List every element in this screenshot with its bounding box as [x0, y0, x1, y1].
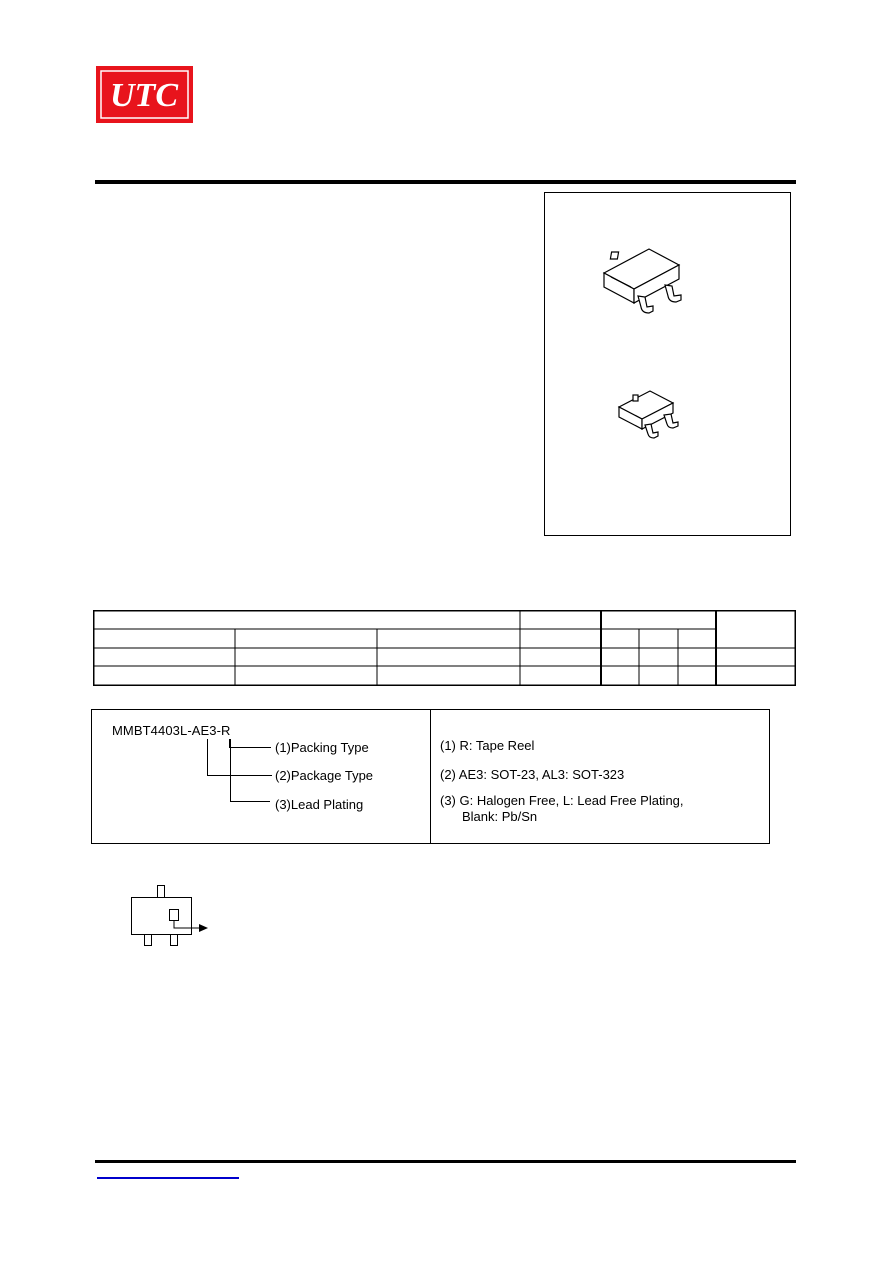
- leader-line-package-h: [207, 775, 272, 776]
- footer-rule: [95, 1160, 796, 1163]
- logo-text: UTC: [110, 77, 178, 114]
- leader-line-plating-v: [230, 739, 231, 801]
- desc-lead-plating-cont: Blank: Pb/Sn: [462, 809, 538, 824]
- part-number: MMBT4403L-AE3-R: [112, 723, 231, 738]
- header-rule: [95, 180, 796, 184]
- leader-line-packing-h: [229, 747, 271, 748]
- marking-diagram: [125, 883, 215, 949]
- ordering-info-table: [93, 610, 796, 686]
- sot23-package-drawing: [604, 249, 681, 313]
- code-box-divider: [430, 710, 431, 843]
- label-lead-plating: (3)Lead Plating: [275, 797, 364, 812]
- leader-line-plating-h: [230, 801, 270, 802]
- leader-line-package-v: [207, 739, 208, 775]
- website-link[interactable]: [97, 1177, 239, 1179]
- desc-package-type: (2) AE3: SOT-23, AL3: SOT-323: [440, 767, 625, 782]
- package-image-box: [544, 192, 791, 536]
- desc-packing-type: (1) R: Tape Reel: [440, 738, 535, 753]
- package-drawings: [545, 193, 790, 535]
- desc-lead-plating: (3) G: Halogen Free, L: Lead Free Plating,: [440, 793, 684, 808]
- ordering-code-box: [91, 709, 770, 844]
- label-packing-type: (1)Packing Type: [275, 740, 369, 755]
- sot323-package-drawing: [619, 391, 678, 438]
- leader-line-packing-v: [229, 739, 230, 747]
- label-package-type: (2)Package Type: [275, 768, 374, 783]
- utc-logo: [96, 66, 193, 123]
